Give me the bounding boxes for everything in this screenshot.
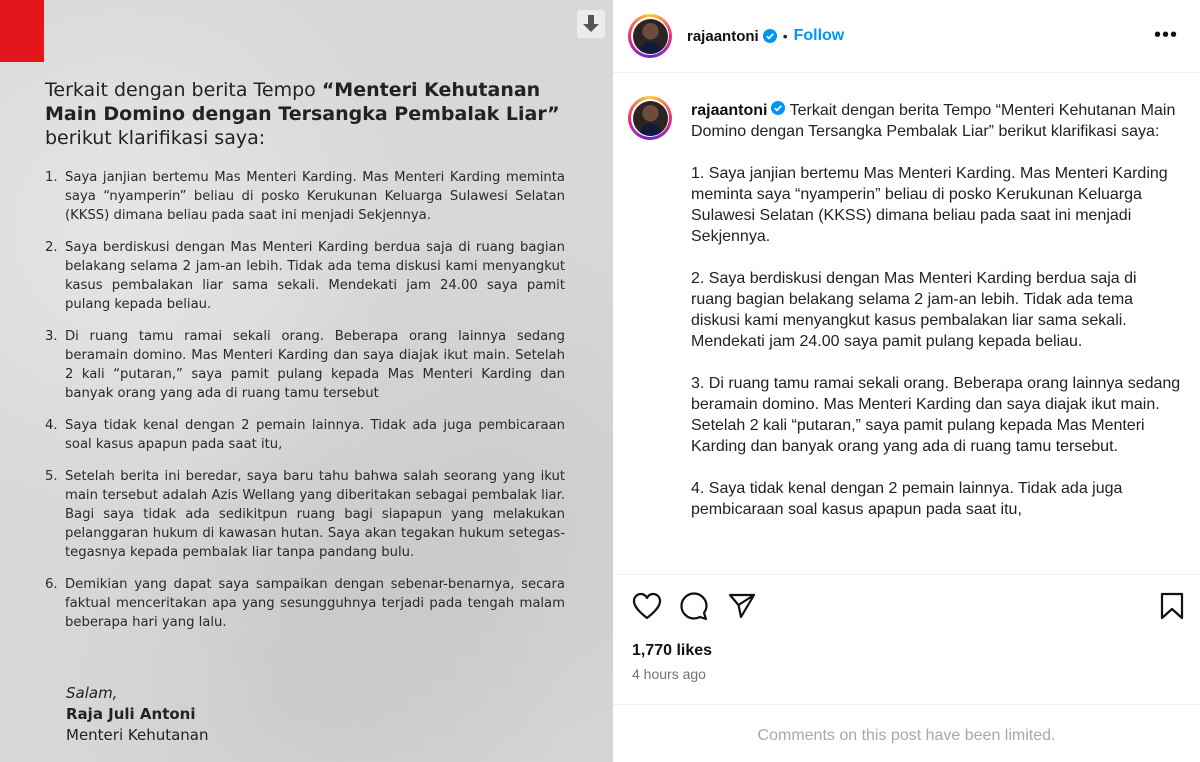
bookmark-icon[interactable] [1160,592,1184,625]
send-icon[interactable] [727,592,757,625]
list-item [45,416,565,454]
list-item-number: 1. [45,170,58,185]
follow-button[interactable]: Follow [793,27,845,44]
list-item-text: Saya janjian bertemu Mas Menteri Karding. Mas Menteri Karding meminta saya “nyamperin” beliau di posko Kerukunan Keluarga Sulawesi Selatan (KKSS) dimana beliau pada saat ini menjadi Sekjennya. [65,170,565,223]
list-item [45,327,565,403]
list-item-text: Di ruang tamu ramai sekali orang. Beberapa orang lainnya sedang beramain domino. Mas Menteri Karding dan saya diajak ikut main. Setelah 2 kali “putaran,” saya pamit pulang kepada Mas Menteri Karding dan banyak orang yang ada di ruang tamu tersebut [65,329,565,401]
likes-count[interactable]: 1,770 likes [632,642,713,659]
avatar-photo [633,19,668,54]
list-item [45,575,565,632]
list-item-text: Saya tidak kenal dengan 2 pemain lainnya. Tidak ada juga pembicaraan soal kasus apapun pada saat itu, [65,418,565,452]
list-item [45,168,565,225]
list-item-text: Demikian yang dapat saya sampaikan dengan sebenar-benarnya, secara faktual menceritakan apa yang sesungguhnya terjadi pada tengah malam beberapa hari yang lalu. [65,577,565,630]
caption-paragraph: 2. Saya berdiskusi dengan Mas Menteri Karding berdua saja di ruang bagian belakang selama 2 jam-an lebih. Tidak ada tema diskusi kami menyangkut kasus pembalakan liar sama sekali. Mendekati jam 24.00 saya pamit pulang kepada beliau. [691,270,1137,350]
caption-intro [691,100,1181,142]
heart-icon[interactable] [632,592,662,625]
caption-paragraph: 4. Saya tidak kenal dengan 2 pemain lainnya. Tidak ada juga pembicaraan soal kasus apapun pada saat itu, [691,480,1123,518]
signature-title: Menteri Kehutanan [66,726,209,744]
red-corner-block [0,0,44,62]
caption-paragraph: 1. Saya janjian bertemu Mas Menteri Karding. Mas Menteri Karding meminta saya “nyamperin” beliau di posko Kerukunan Keluarga Sulawesi Selatan (KKSS) dimana beliau pada saat ini menjadi Sekjennya. [691,165,1168,245]
list-item-number: 5. [45,469,58,484]
caption-intro-text: Terkait dengan berita Tempo “Menteri Kehutanan Main Domino dengan Tersangka Pembalak Liar” berikut klarifikasi saya: [691,102,1176,140]
list-item-number: 6. [45,577,58,592]
list-item-text: Saya berdiskusi dengan Mas Menteri Karding berdua saja di ruang bagian belakang selama 2 jam-an lebih. Tidak ada tema diskusi kami menyangkut kasus pembalakan liar sama sekali. Mendekati jam 24.00 saya pamit pulang kepada beliau. [65,240,565,312]
list-item-number: 2. [45,240,58,255]
caption-text [691,100,1181,541]
image-heading-post: berikut klarifikasi saya: [45,127,266,149]
image-heading [45,78,565,150]
signature-name: Raja Juli Antoni [66,705,196,723]
avatar[interactable] [628,14,672,58]
post-header [613,0,1200,73]
avatar[interactable] [628,96,672,140]
post-actions [613,574,1200,704]
image-heading-quote: “Menteri Kehutanan Main Domino dengan Tersangka Pembalak Liar” [45,79,560,125]
download-arrow-icon[interactable] [577,10,605,38]
verified-badge-icon [763,29,777,43]
post-side-panel [613,0,1200,762]
verified-badge-icon [771,101,785,115]
signature-salutation: Salam, [66,684,118,702]
comment-icon[interactable] [679,592,709,627]
list-item [45,467,565,562]
image-heading-pre: Terkait dengan berita Tempo [45,79,322,101]
post-timestamp[interactable]: 4 hours ago [632,666,706,682]
header-username[interactable]: rajaantoni [687,27,759,45]
signature-block [66,683,209,746]
list-item [45,238,565,314]
caption-area [613,74,1200,574]
caption-paragraph: 3. Di ruang tamu ramai sekali orang. Beberapa orang lainnya sedang beramain domino. Mas Menteri Karding dan saya diajak ikut main. Setelah 2 kali “putaran,” saya pamit pulang kepada Mas Menteri Karding dan banyak orang yang ada di ruang tamu tersebut. [691,375,1181,455]
header-separator: • [782,28,788,44]
more-options-icon[interactable]: ••• [1153,24,1178,46]
comments-limited-notice: Comments on this post have been limited. [613,704,1200,762]
caption-username[interactable]: rajaantoni [691,102,768,119]
avatar-photo [633,101,668,136]
list-item-number: 3. [45,329,58,344]
list-item-text: Setelah berita ini beredar, saya baru tahu bahwa salah seorang yang ikut main tersebut adalah Azis Wellang yang diberitakan sebagai pembalak liar. Bagi saya tidak ada sedikitpun ruang bagi siapapun yang melakukan pelanggaran hukum di kawasan hutan. Saya akan tegakan hukum setegas-tegasnya kepada pembalak liar tanpa pandang bulu. [65,469,565,560]
image-clarification-list [45,168,565,645]
list-item-number: 4. [45,418,58,433]
